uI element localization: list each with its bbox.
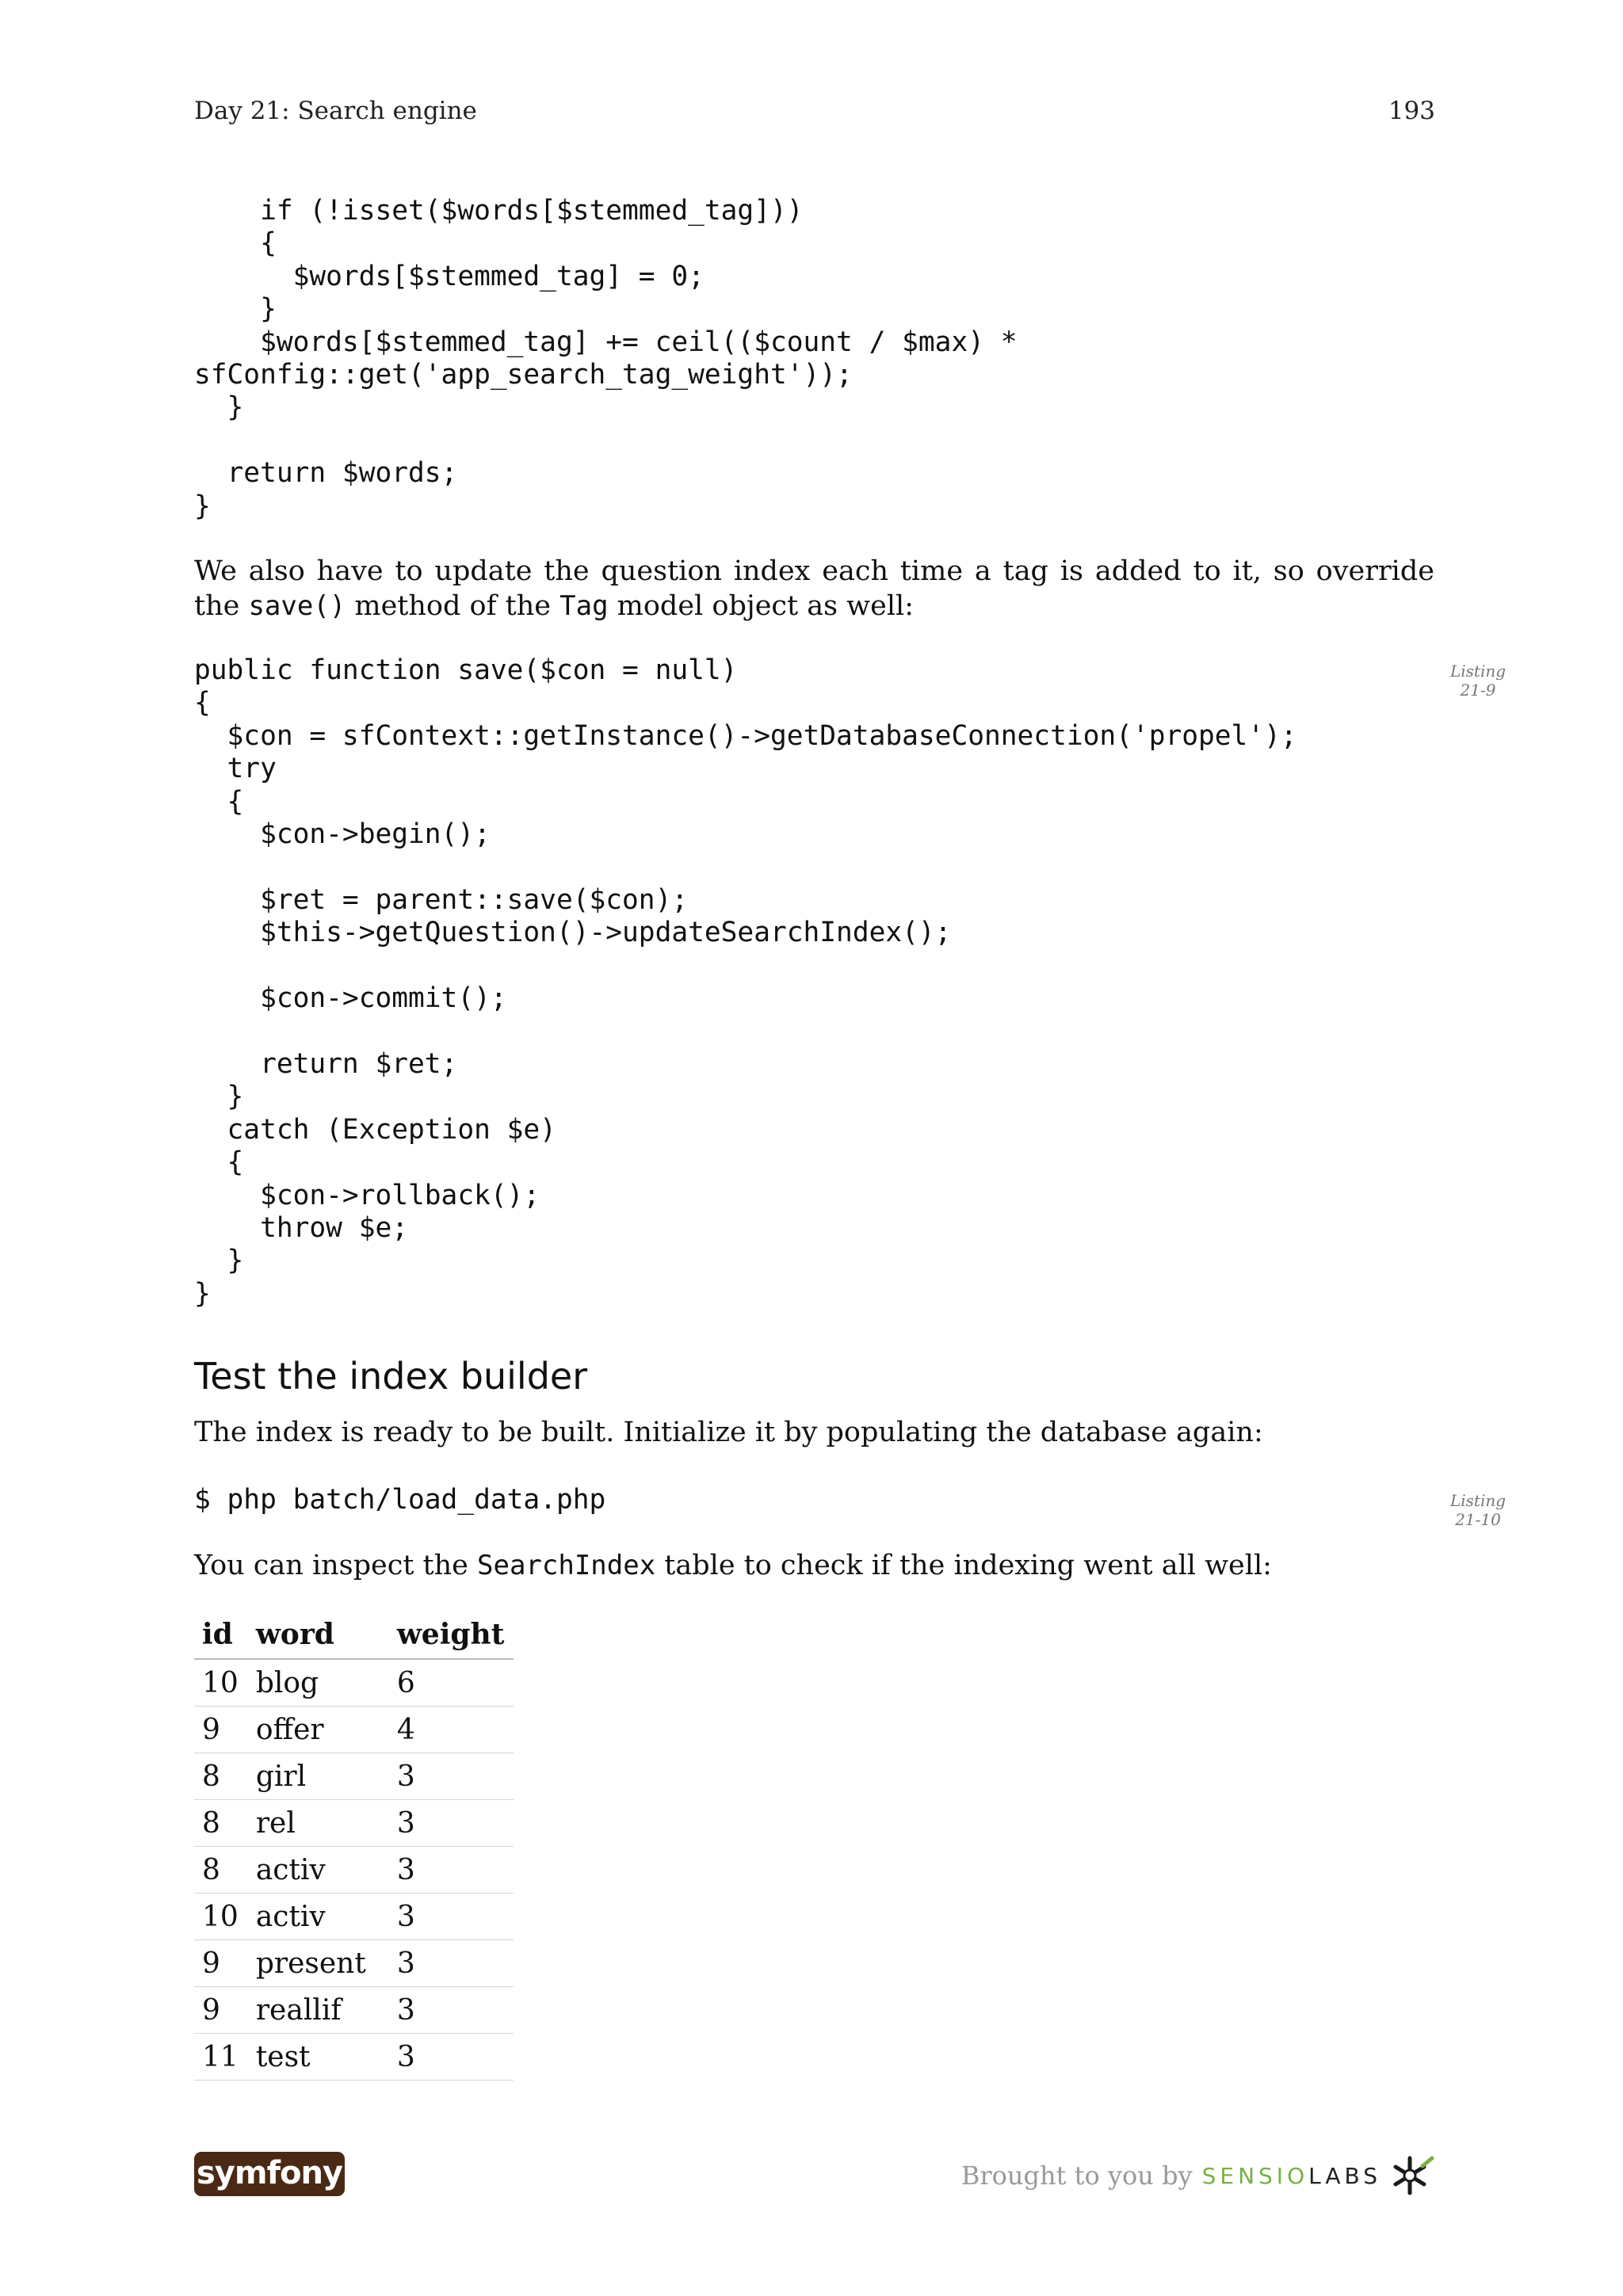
cell-word: present [248,1940,389,1987]
cell-weight: 4 [389,1707,514,1753]
cell-word: girl [248,1753,389,1800]
sensiolabs-wordmark: SENSIOLABS [1201,2162,1381,2189]
listing-label-21-9: Listing 21-9 [1449,662,1507,700]
cell-word: blog [248,1659,389,1707]
symfony-logo: symfony [194,2152,345,2196]
command-load-data: $ php batch/load_data.php [194,1484,606,1516]
cell-id: 8 [194,1847,248,1894]
table-header-row [194,1611,514,1659]
table-row [194,1847,514,1894]
page-number: 193 [1388,97,1435,125]
code-save-method: save() [248,590,346,622]
table-row [194,1800,514,1847]
cell-word: activ [248,1894,389,1940]
column-header-weight: weight [389,1611,514,1659]
table-row [194,1753,514,1800]
running-header-chapter: Day 21: Search engine [194,97,477,125]
cell-word: activ [248,1847,389,1894]
cell-weight: 3 [389,1800,514,1847]
cell-word: offer [248,1707,389,1753]
cell-id: 10 [194,1659,248,1707]
table-row [194,1659,514,1707]
table-row [194,2034,514,2081]
footer-credit [961,2153,1435,2198]
search-index-table [194,1611,514,2081]
cell-id: 8 [194,1800,248,1847]
cell-id: 11 [194,2034,248,2081]
table-row [194,1707,514,1753]
paragraph-inspect-table: You can inspect the SearchIndex table to check if the indexing went all well: [194,1550,1272,1581]
code-tag-class: Tag [559,590,609,622]
cell-id: 9 [194,1940,248,1987]
code-block-save-method: public function save($con = null) { $con = sfContext::getInstance()->getDatabaseConnection('propel'); try { $con->begin(); $ret = parent::save($con); $this->getQuestion()->updateSearchIndex(); $con->commit(); return $ret; } catch (Exception $e) { $con->rollback(); throw $e; } } [194,654,1297,1310]
code-block-stemmed-tags: if (!isset($words[$stemmed_tag])) { $words[$stemmed_tag] = 0; } $words[$stemmed_tag] += ceil(($count / $max) * sfConfig::get('app_search_tag_weight')); } return $words; } [194,195,1018,522]
paragraph-index-ready: The index is ready to be built. Initialize it by populating the database again: [194,1417,1263,1448]
column-header-word: word [248,1611,389,1659]
sensiolabs-asterisk-icon [1391,2153,1435,2198]
brought-to-you-text: Brought to you by [960,2161,1193,2191]
cell-id: 8 [194,1753,248,1800]
cell-weight: 3 [389,1847,514,1894]
cell-weight: 3 [389,1940,514,1987]
cell-weight: 3 [389,1894,514,1940]
cell-word: test [248,2034,389,2081]
cell-weight: 3 [389,1987,514,2034]
table-row [194,1940,514,1987]
table-row [194,1987,514,2034]
cell-id: 10 [194,1894,248,1940]
code-searchindex-table: SearchIndex [477,1550,656,1581]
listing-label-21-10: Listing 21-10 [1449,1491,1507,1529]
paragraph-update-index: We also have to update the question index each time a tag is added to it, so override the save() method of the Tag model object as well: [194,555,1434,622]
cell-weight: 3 [389,1753,514,1800]
column-header-id: id [194,1611,248,1659]
cell-weight: 3 [389,2034,514,2081]
section-heading: Test the index builder [194,1355,588,1398]
cell-word: rel [248,1800,389,1847]
cell-id: 9 [194,1987,248,2034]
cell-word: reallif [248,1987,389,2034]
cell-id: 9 [194,1707,248,1753]
table-row [194,1894,514,1940]
cell-weight: 6 [389,1659,514,1707]
